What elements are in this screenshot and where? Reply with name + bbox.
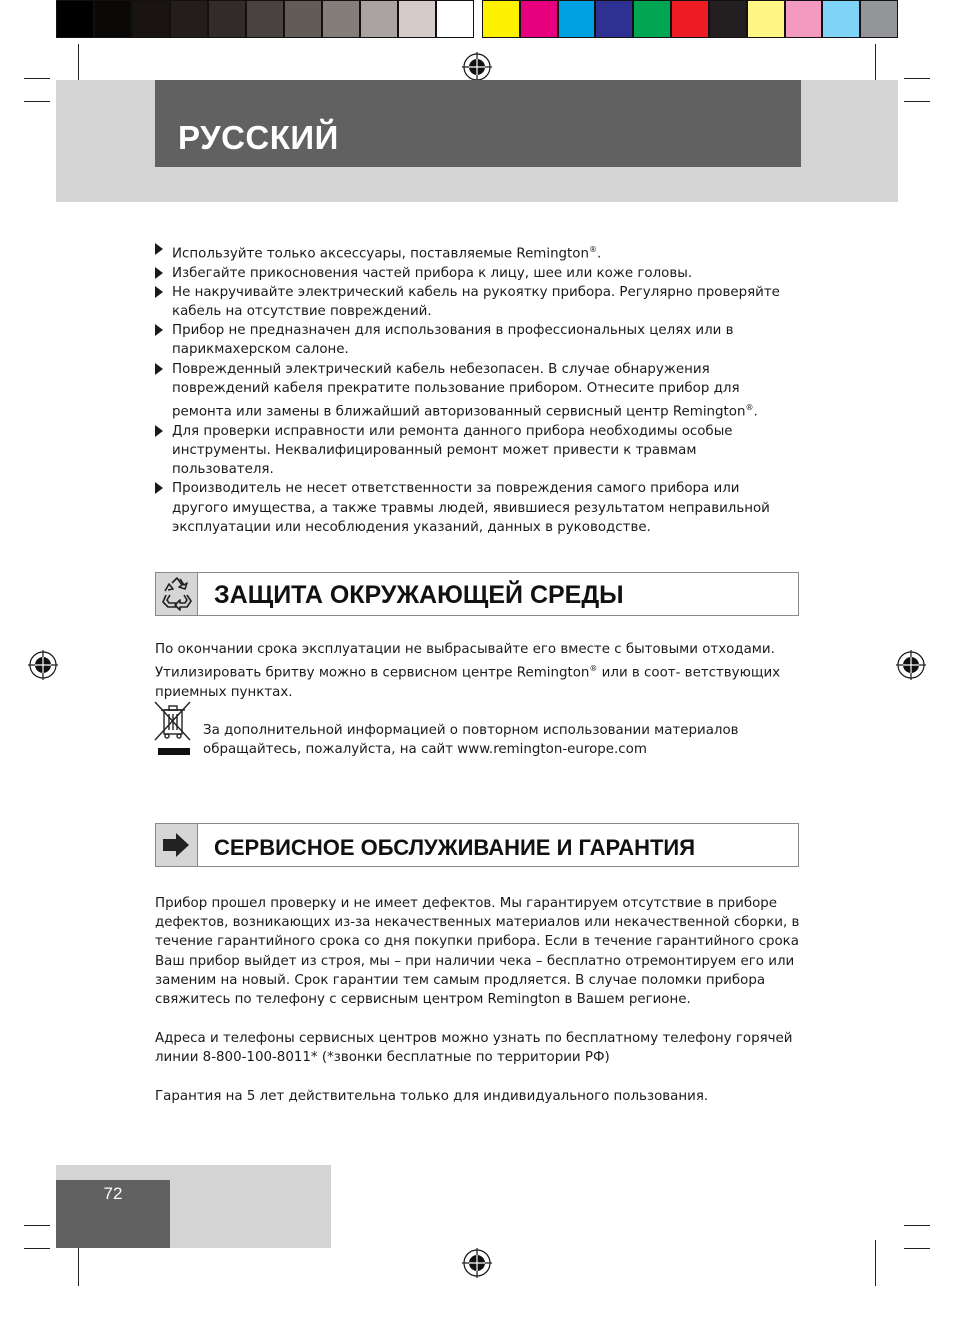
section-icon-box [156, 573, 198, 615]
gray-swatch [170, 0, 208, 38]
section-icon-box [156, 824, 198, 866]
bullet-triangle-icon [155, 243, 163, 255]
gray-swatch [322, 0, 360, 38]
safety-bullet-list [155, 240, 795, 537]
gray-swatch [208, 0, 246, 38]
page-title: РУССКИЙ [178, 119, 339, 156]
crop-mark [904, 101, 930, 102]
page-number: 72 [103, 1184, 123, 1203]
bullet-triangle-icon [155, 425, 163, 437]
safety-bullet-item [155, 264, 795, 283]
crossed-bin-icon [152, 700, 194, 756]
registration-mark-icon [462, 52, 492, 82]
color-swatch [709, 0, 747, 38]
bullet-text: Используйте только аксессуары, поставляемые Remington [172, 246, 589, 262]
weee-text: За дополнительной информацией о повторном использовании материалов обращайтесь, пожалуйста, на сайт www.remington-europe.com [203, 723, 739, 758]
service-section-header [155, 823, 799, 867]
arrow-right-icon [156, 824, 198, 866]
crop-mark [24, 101, 50, 102]
bullet-text: Не накручивайте электрический кабель на рукоятку прибора. Регулярно проверяйте кабель на отсутствие повреждений. [172, 284, 780, 320]
bullet-triangle-icon [155, 363, 163, 375]
crop-mark [904, 1248, 930, 1249]
safety-bullet-item [155, 422, 795, 480]
registered-mark: ® [589, 664, 598, 674]
registered-mark: ® [589, 245, 597, 254]
gray-swatch [132, 0, 170, 38]
service-paragraph-3: Гарантия на 5 лет действительна только для индивидуального пользования. [155, 1089, 709, 1104]
registration-mark-icon [896, 650, 926, 680]
crop-mark [24, 1248, 50, 1249]
service-title: СЕРВИСНОЕ ОБСЛУЖИВАНИЕ И ГАРАНТИЯ [214, 835, 696, 860]
bullet-triangle-icon [155, 286, 163, 298]
gray-swatch [56, 0, 94, 38]
color-swatch [633, 0, 671, 38]
registered-mark: ® [745, 403, 754, 413]
color-swatch [482, 0, 520, 38]
safety-bullet-item [155, 321, 795, 359]
color-swatch [671, 0, 709, 38]
bullet-text: Поврежденный электрический кабель небезопасен. В случае обнаружения повреждений кабеля прекратите пользование прибором. Отнесите прибор для ремонта или замены в ближайший авторизованный сервисный центр Remington [172, 361, 746, 420]
color-swatch [785, 0, 823, 38]
bullet-text-tail: . [753, 404, 758, 420]
color-bar-color [482, 0, 898, 38]
gray-swatch [436, 0, 474, 38]
safety-bullet-item [155, 283, 795, 321]
gray-swatch [284, 0, 322, 38]
bullet-triangle-icon [155, 482, 163, 494]
color-swatch [520, 0, 558, 38]
safety-bullet-item [155, 240, 795, 264]
safety-bullet-item [155, 360, 795, 422]
environment-section-header [155, 572, 799, 616]
gray-swatch [398, 0, 436, 38]
environment-text-tail: или в соот- ветствующих приемных пунктах. [155, 665, 781, 700]
environment-title: ЗАЩИТА ОКРУЖАЮЩЕЙ СРЕДЫ [214, 581, 624, 609]
color-swatch [822, 0, 860, 38]
bullet-text-tail: . [597, 246, 602, 262]
safety-bullet-item [155, 479, 795, 537]
bullet-triangle-icon [155, 324, 163, 336]
registration-mark-icon [462, 1248, 492, 1278]
color-bar-dark [56, 0, 474, 38]
color-swatch [747, 0, 785, 38]
crop-mark [24, 1225, 50, 1226]
color-swatch [558, 0, 596, 38]
color-swatch [860, 0, 898, 38]
recycle-icon [156, 573, 198, 615]
gray-swatch [94, 0, 132, 38]
gray-swatch [360, 0, 398, 38]
bullet-triangle-icon [155, 267, 163, 279]
environment-text: По окончании срока эксплуатации не выбрасывайте его вместе с бытовыми отходами. Утилизировать бритву можно в сервисном центре Remington [155, 642, 775, 681]
bullet-text: Прибор не предназначен для использования в профессиональных целях или в парикмахерском салоне. [172, 323, 734, 358]
bullet-text: Для проверки исправности или ремонта данного прибора необходимы особые инструменты. Неквалифицированный ремонт может привести к травмам пользователя. [172, 423, 733, 478]
crop-mark [24, 78, 50, 79]
registration-mark-icon [28, 650, 58, 680]
crop-mark [875, 1240, 876, 1286]
service-paragraph-1: Прибор прошел проверку и не имеет дефектов. Мы гарантируем отсутствие в приборе дефектов, возникающих из-за некачественных материалов или некачественной сборки, в течение гарантийного срока со дня покупки прибора. Если в течение гарантийного срока Ваш прибор выйдет из строя, мы – при наличии чека – бесплатно отремонтируем его или заменим на новый. Срок гарантии тем самым продляется. В случае поломки прибора свяжитесь по телефону с сервисным центром Remington в Вашем регионе. [155, 896, 800, 1008]
service-paragraph-2: Адреса и телефоны сервисных центров можно узнать по бесплатному телефону горячей линии 8-800-100-8011* (*звонки бесплатные по территории РФ) [155, 1031, 793, 1066]
gray-swatch [246, 0, 284, 38]
bullet-text: Избегайте прикосновения частей прибора к лицу, шее или коже головы. [172, 265, 693, 281]
crop-mark [904, 1225, 930, 1226]
bullet-text: Производитель не несет ответственности за повреждения самого прибора или другого имущества, а также травмы людей, явившиеся результатом неправильной эксплуатации или несоблюдения указаний, данных в руководстве. [172, 481, 770, 535]
environment-paragraph [155, 640, 805, 702]
color-swatch [595, 0, 633, 38]
crop-mark [904, 78, 930, 79]
